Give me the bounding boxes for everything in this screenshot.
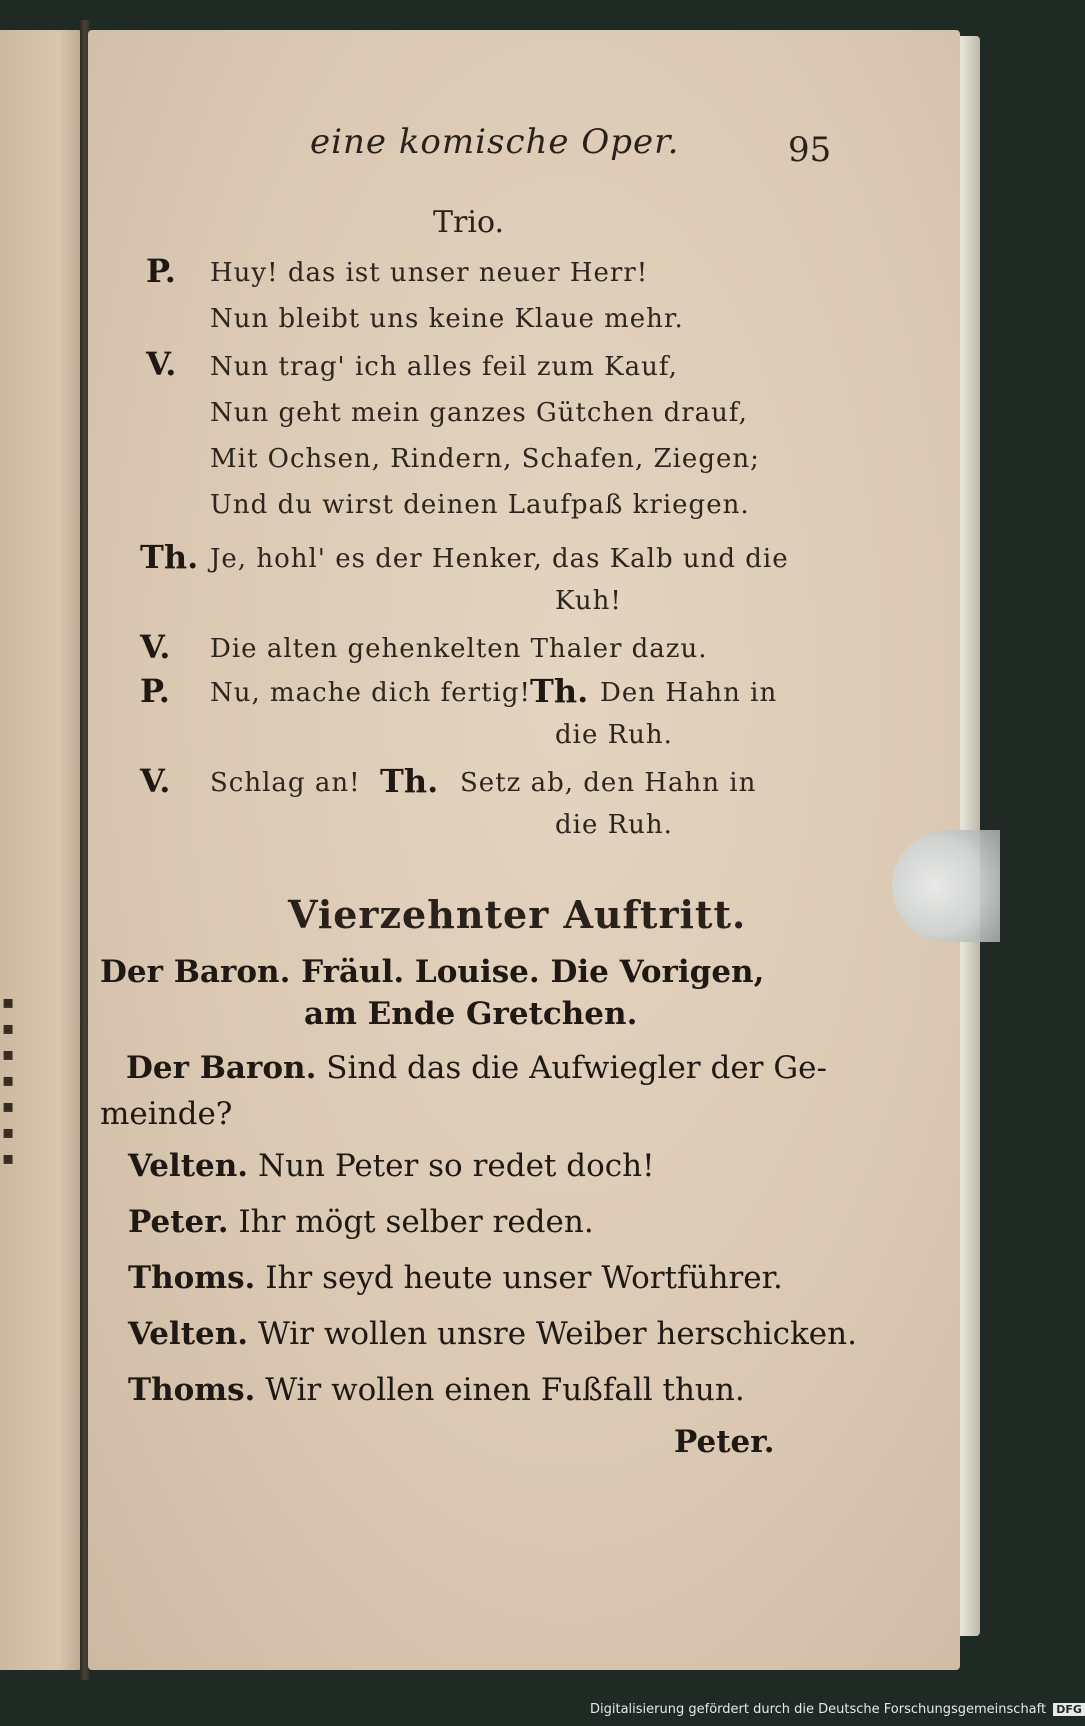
verse-line: die Ruh. xyxy=(555,720,673,750)
cast-line: am Ende Gretchen. xyxy=(304,996,638,1032)
dialogue-speaker: Thoms. xyxy=(128,1372,256,1408)
verse-line: Und du wirst deinen Laufpaß kriegen. xyxy=(210,490,750,520)
verse-line: Nu, mache dich fertig! xyxy=(210,678,531,708)
dialogue-speaker: Der Baron. xyxy=(126,1050,317,1086)
dialogue-text: Ihr mögt selber reden. xyxy=(238,1204,594,1240)
speaker-tag: P. xyxy=(140,672,170,710)
dialogue-text: Wir wollen unsre Weiber herschicken. xyxy=(257,1316,857,1352)
dialogue-line xyxy=(126,1050,827,1086)
catchword: Peter. xyxy=(674,1424,775,1460)
cast-line: Der Baron. Fräul. Louise. Die Vorigen, xyxy=(100,954,765,990)
scene-title: Vierzehnter Auftritt. xyxy=(288,892,747,937)
page-number: 95 xyxy=(788,130,832,170)
speaker-tag: Th. xyxy=(530,672,589,710)
dialogue-line xyxy=(128,1316,857,1352)
speaker-tag: P. xyxy=(146,252,176,290)
dialogue-line xyxy=(128,1204,594,1240)
digitization-credit xyxy=(590,1702,1085,1717)
dialogue-text: Nun Peter so redet doch! xyxy=(257,1148,655,1184)
verse-line: Mit Ochsen, Rindern, Schafen, Ziegen; xyxy=(210,444,760,474)
dialogue-text: Sind das die Aufwiegler der Ge- xyxy=(326,1050,827,1086)
verse-line: Setz ab, den Hahn in xyxy=(460,768,757,798)
verse-line: Die alten gehenkelten Thaler dazu. xyxy=(210,634,708,664)
dialogue-speaker: Thoms. xyxy=(128,1260,256,1296)
verse-line: Je, hohl' es der Henker, das Kalb und die xyxy=(210,544,789,574)
speaker-tag: Th. xyxy=(380,762,439,800)
dialogue-text: Wir wollen einen Fußfall thun. xyxy=(265,1372,745,1408)
verse-line: Huy! das ist unser neuer Herr! xyxy=(210,258,649,288)
dialogue-text: meinde? xyxy=(100,1096,233,1132)
dfg-logo: DFG xyxy=(1053,1703,1085,1716)
book-page xyxy=(88,30,960,1670)
dialogue-speaker: Peter. xyxy=(128,1204,229,1240)
facing-page-marks: ▪ ▪ ▪ ▪ ▪ ▪ ▪ xyxy=(2,992,15,1169)
dialogue-speaker: Velten. xyxy=(128,1148,249,1184)
dialogue-speaker: Velten. xyxy=(128,1316,249,1352)
dialogue-text: Ihr seyd heute unser Wortführer. xyxy=(265,1260,783,1296)
speaker-tag: V. xyxy=(146,345,177,383)
verse-line: Nun bleibt uns keine Klaue mehr. xyxy=(210,304,684,334)
dialogue-line xyxy=(128,1260,783,1296)
speaker-tag: Th. xyxy=(140,538,199,576)
dialogue-line xyxy=(128,1372,745,1408)
credit-text: Digitalisierung gefördert durch die Deutsche Forschungsgemeinschaft xyxy=(590,1702,1047,1717)
running-head: eine komische Oper. xyxy=(310,122,680,162)
trio-heading: Trio. xyxy=(433,205,505,240)
verse-line: Kuh! xyxy=(555,586,622,616)
speaker-tag: V. xyxy=(140,628,171,666)
verse-line: Den Hahn in xyxy=(600,678,778,708)
verse-line: Schlag an! xyxy=(210,768,361,798)
page-clip xyxy=(892,830,1000,942)
verse-line: die Ruh. xyxy=(555,810,673,840)
verse-line: Nun geht mein ganzes Gütchen drauf, xyxy=(210,398,748,428)
dialogue-line xyxy=(100,1096,232,1132)
dialogue-line xyxy=(128,1148,655,1184)
verse-line: Nun trag' ich alles feil zum Kauf, xyxy=(210,352,678,382)
speaker-tag: V. xyxy=(140,762,171,800)
facing-page-edge xyxy=(0,30,84,1670)
